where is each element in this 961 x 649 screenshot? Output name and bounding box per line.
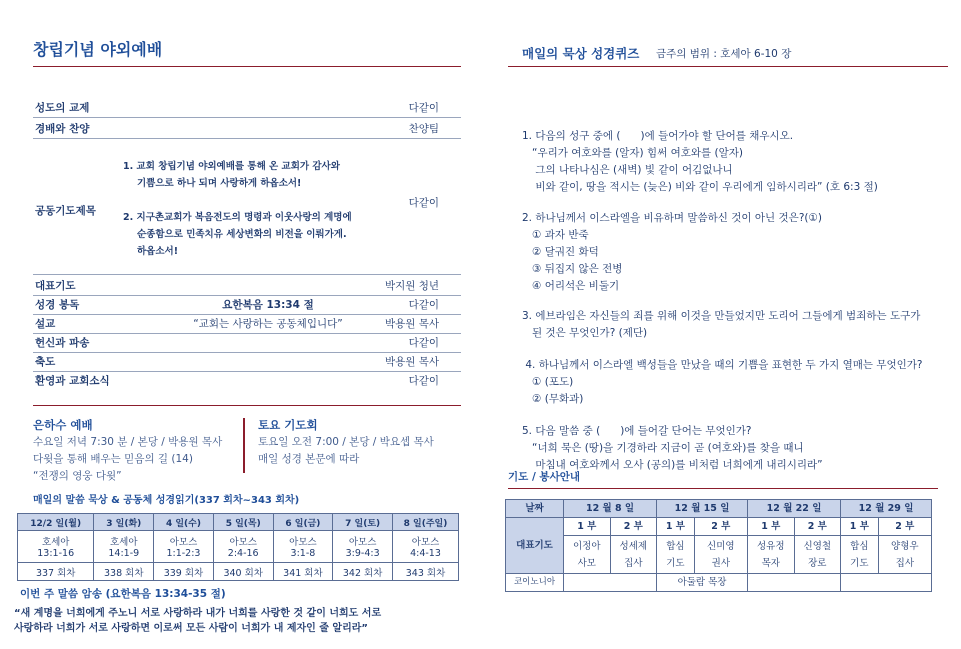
order-divider — [33, 405, 461, 406]
order-row-praise — [33, 120, 461, 139]
service-koinonia-row: 코이노니아 아둘람 목장 — [506, 574, 932, 592]
order-leader: 다같이 — [408, 337, 439, 349]
order-leader: 박용원 목사 — [384, 356, 439, 368]
common-prayer-label: 공동기도제목 — [35, 205, 96, 217]
order-leader: 박지원 청년 — [384, 280, 439, 292]
order-label: 성경 봉독 — [35, 299, 80, 311]
order-passage: 요한복음 13:34 절 — [222, 299, 314, 311]
memory-verse-title: 이번 주 말씀 암송 (요한복음 13:34-35 절) — [20, 588, 226, 600]
reading-title: 매일의 말씀 묵상 & 공동체 성경읽기(337 회차~343 회차) — [33, 495, 300, 506]
prayer-item-2: 2. 지구촌교회가 복음전도의 명령과 이웃사랑의 계명에 순종함으로 민족치유 세상변화의 비전을 이뤄가게. 하옵소서! — [123, 212, 352, 257]
quiz-divider — [508, 66, 948, 67]
order-label: 성도의 교제 — [35, 102, 90, 114]
order-label: 대표기도 — [35, 280, 76, 292]
quiz-question-5: 5. 다음 말씀 중 ( )에 들어갈 단어는 무엇인가? “너희 묵은 (땅)을 기경하라 지금이 곧 (여호와)를 찾을 때니 마침내 여호와께서 오사 (공의)를 비처럼 너희에게 내리시리라” — [522, 425, 823, 471]
service-date-row: 날짜 12 월 8 일 12 월 15 일 12 월 22 일 12 월 29 일 — [506, 500, 932, 518]
service-divider — [508, 488, 938, 489]
order-leader: 다같이 — [408, 375, 439, 387]
wednesday-title: 은하수 예배 — [33, 418, 93, 432]
order-leader: 찬양팀 — [408, 123, 439, 135]
service-table — [505, 499, 932, 592]
memory-verse-text: “새 계명을 너희에게 주노니 서로 사랑하라 내가 너희를 사랑한 것 같이 너희도 서로 사랑하라 너희가 서로 사랑하면 이로써 모든 사람이 너희가 내 제자인 줄 알리라” — [14, 608, 382, 634]
wednesday-service: 은하수 예배 수요일 저녁 7:30 분 / 본당 / 박용원 목사 다윗을 통해 배우는 믿음의 길 (14) “전쟁의 영웅 다윗” — [33, 418, 223, 482]
reading-schedule-table — [17, 513, 459, 581]
quiz-question-2: 2. 하나님께서 이스라엘을 비유하며 말씀하신 것이 아닌 것은?(①) ① 과자 반죽 ② 달궈진 화덕 ③ 뒤집지 않은 전병 ④ 어리석은 비둘기 — [522, 212, 822, 292]
quiz-title: 매일의 묵상 성경퀴즈 — [522, 46, 640, 61]
order-label: 설교 — [35, 318, 56, 330]
service-title: 기도 / 봉사안내 — [508, 471, 581, 483]
order-label: 환영과 교회소식 — [35, 375, 110, 387]
order-label: 헌신과 파송 — [35, 337, 90, 349]
order-leader: 박용원 목사 — [384, 318, 439, 330]
order-row-benediction — [33, 353, 461, 372]
prayer-item-1: 1. 교회 창립기념 야외예배를 통해 온 교회가 감사와 기쁨으로 하나 되며 사랑하게 하옵소서! — [123, 161, 340, 189]
order-leader: 다같이 — [408, 299, 439, 311]
saturday-prayer: 토요 기도회 토요일 오전 7:00 / 본당 / 박요셉 목사 매일 성경 본문에 따라 — [258, 418, 434, 465]
common-prayer-leader: 다같이 — [408, 197, 439, 209]
order-row-rep-prayer — [33, 277, 461, 296]
quiz-question-4: 4. 하나님께서 이스라엘 백성들을 만났을 때의 기쁨을 표현한 두 가지 열매는 무엇인가? ① (포도) ② (무화과) — [522, 359, 923, 405]
order-leader: 다같이 — [408, 102, 439, 114]
sermon-title: “교회는 사랑하는 공동체입니다” — [193, 318, 343, 330]
worship-title: 창립기념 야외예배 — [33, 40, 163, 59]
order-label: 축도 — [35, 356, 56, 368]
order-row-dedication — [33, 334, 461, 353]
schedule-header-row: 12/2 일(월) 3 일(화) 4 일(수) 5 일(목) 6 일(금) 7 일(토) 8 일(주일) — [18, 514, 459, 531]
order-row-sermon — [33, 315, 461, 334]
common-prayer-block — [33, 141, 461, 275]
order-row-reading — [33, 296, 461, 315]
title-divider — [33, 66, 461, 67]
order-label: 경배와 찬양 — [35, 123, 90, 135]
vertical-divider — [243, 418, 245, 473]
quiz-question-1: 1. 다음의 성구 중에 ( )에 들어가야 할 단어를 채우시오. “우리가 여호와를 (알자) 힘써 여호와를 (알자) 그의 나타나심은 (새벽) 빛 같이 어김없나니 비와 같이, 땅을 적시는 (늦은) 비와 같이 우리에게 임하시리라” (호 6:3 절) — [522, 130, 878, 193]
order-row-welcome — [33, 372, 461, 391]
quiz-question-3: 3. 에브라임은 자신들의 죄를 위해 이것을 만들었지만 도리어 그들에게 범죄하는 도구가 된 것은 무엇인가? (제단) — [522, 310, 921, 339]
schedule-round-row: 337 회차 338 회차 339 회차 340 회차 341 회차 342 회차 343 회차 — [18, 563, 459, 581]
saturday-title: 토요 기도회 — [258, 418, 318, 432]
service-name-row: 이정아 사모 성세제 집사 합심 기도 신미영 권사 성유정 목자 신영철 장로 합심 기도 양형우 집사 — [506, 536, 932, 574]
service-part-row: 대표기도 1 부 2 부 1 부 2 부 1 부 2 부 1 부 2 부 — [506, 518, 932, 536]
schedule-passage-row: 호세아 13:1-16 호세아 14:1-9 아모스 1:1-2:3 아모스 2:4-16 아모스 3:1-8 아모스 3:9-4:3 아모스 4:4-13 — [18, 531, 459, 563]
order-row-fellowship — [33, 99, 461, 118]
quiz-range: 금주의 범위 : 호세아 6-10 장 — [656, 48, 792, 60]
